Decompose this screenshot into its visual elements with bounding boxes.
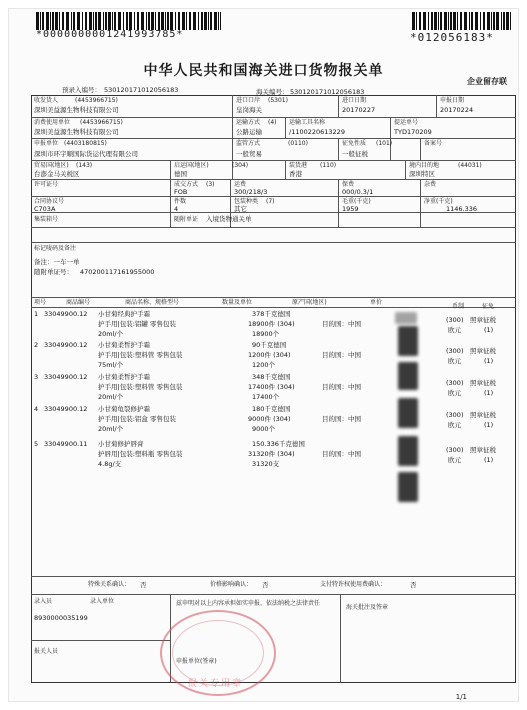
goods-name2: 护手用|包装:塑料管 零售包装 [98, 351, 183, 359]
barcode-right [412, 12, 512, 30]
package-label: 包装种类 [234, 198, 259, 205]
goods-name3: 75ml/个 [98, 361, 124, 369]
goods-levy1: 照章征税 [470, 411, 496, 419]
consumer-name: 深圳美益源生物科技有限公司 [34, 128, 119, 136]
goods-seq: 1 [34, 310, 39, 318]
goods-seq: 4 [34, 405, 39, 413]
broker-label: 报关人员 [34, 648, 59, 655]
goods-dest: 目的国：中国 [322, 320, 361, 328]
barcode-left-text: *0000000001241993785* [36, 29, 184, 40]
approval-label: 海关批注及签章 [346, 604, 389, 611]
insurance-value: 000/0.3/1 [342, 188, 374, 196]
record-label: 备案号 [424, 140, 443, 147]
bill-no: TYD170209 [394, 128, 432, 136]
customs-no: 530120171012056183 [290, 88, 365, 96]
package-value: 其它 [234, 205, 247, 213]
goods-levy1: 照章征税 [470, 446, 496, 454]
goods-levy1: 照章征税 [470, 379, 496, 387]
contract-label: 合同协议号 [34, 198, 65, 205]
goods-levy2: (1) [484, 456, 494, 464]
origin-country-label: 启运国(地区) [174, 162, 209, 169]
goods-q1: 90千克德国 [252, 341, 287, 349]
consignee-name: 深圳美益源生物科技有限公司 [34, 106, 119, 114]
tax-name: 一般征税 [342, 150, 368, 158]
origin-country: 德国 [174, 170, 187, 178]
domestic-dest-code: (44031) [458, 162, 482, 169]
goods-cur2: 欧元 [448, 389, 461, 397]
goods-code: 33049900.12 [44, 310, 88, 318]
license-label: 许可证号 [34, 181, 59, 188]
col-levy: 征免 [482, 303, 495, 310]
goods-q3: 9000个 [252, 425, 276, 433]
col-price: 单价 [370, 299, 383, 306]
col-seq: 项号 [34, 299, 47, 306]
net-weight: 1146.336 [446, 205, 478, 213]
goods-name2: 护手用|包装:塑料管 零售包装 [98, 383, 183, 391]
tax-code: (101) [376, 140, 393, 147]
goods-name1: 小甘菊修护唇膏 [98, 440, 144, 448]
goods-cur1: (300) [446, 379, 464, 387]
goods-q1: 180千克德国 [252, 405, 291, 413]
domestic-dest-label: 境内目的地 [409, 162, 440, 169]
consumer-label: 消费使用单位 [34, 119, 71, 126]
trade-country-code: (143) [76, 162, 93, 169]
contract-no: C703A [34, 205, 56, 213]
deal-label: 成交方式 [174, 181, 199, 188]
gross-label: 毛重(千克) [342, 198, 371, 205]
goods-dest: 目的国：中国 [322, 415, 361, 423]
barcode-left [36, 12, 221, 30]
origin-country-code: (304) [232, 162, 249, 169]
goods-cur2: 欧元 [448, 456, 461, 464]
goods-q1: 348千克德国 [252, 373, 291, 381]
tax-label: 征免性质 [342, 140, 367, 147]
price-label: 价格影响确认： [210, 581, 253, 588]
page-title: 中华人民共和国海关进口货物报关单 [143, 63, 384, 79]
domestic-dest: 深圳特区 [409, 170, 435, 178]
goods-code: 33049900.11 [44, 440, 88, 448]
goods-q3: 1200个 [252, 361, 276, 369]
supervision-name: 一般贸易 [236, 150, 262, 158]
page-number: 1/1 [455, 693, 467, 701]
goods-q2: 9000件 (304) [248, 415, 291, 423]
goods-q2: 31320件 (304) [248, 450, 295, 458]
goods-q3: 17400个 [252, 393, 280, 401]
declarant-code: (4403180815) [64, 140, 107, 147]
remark: 备注：一车一单 [34, 258, 80, 266]
goods-name1: 小甘菊柔皙护手霜 [98, 373, 150, 381]
consignee-code: (4453966715) [75, 97, 118, 104]
goods-q2: 17400件 (304) [248, 383, 295, 391]
goods-name2: 护手用|包装:铝盒 零售包装 [98, 415, 176, 423]
goods-q1: 378千克德国 [252, 310, 291, 318]
consumer-code: (4453966715) [80, 119, 123, 126]
barcode-right-text: *012056183* [410, 31, 494, 44]
declare-date-label: 申报日期 [440, 97, 465, 104]
port-name: 皇岗海关 [236, 106, 262, 114]
supervision-label: 监管方式 [236, 140, 261, 147]
goods-cur2: 欧元 [448, 357, 461, 365]
docs-value: 入境货物通关单 [206, 215, 252, 223]
entry-person-label: 录入员 [34, 598, 53, 605]
declare-date: 20170224 [440, 106, 474, 114]
goods-seq: 5 [34, 440, 39, 448]
col-origin: 原产国(地区) [292, 299, 327, 306]
gross-weight: 1959 [342, 205, 359, 213]
goods-cur1: (300) [446, 411, 464, 419]
special-label: 特殊关系确认： [88, 581, 131, 588]
transit-port: 香港 [289, 170, 302, 178]
entry-person-no: 8930000035199 [34, 614, 88, 622]
supervision-code: (0110) [288, 140, 308, 147]
goods-code: 33049900.12 [44, 373, 88, 381]
trade-country: 台澎金马关税区 [34, 170, 80, 178]
trade-country-label: 贸易国(地区) [34, 162, 69, 169]
goods-levy2: (1) [484, 421, 494, 429]
customs-no-label: 海关编号： [256, 88, 289, 96]
goods-q2: 18900件 (304) [248, 320, 295, 328]
goods-cur1: (300) [446, 347, 464, 355]
goods-name1: 小甘菊柔皙护手霜 [98, 341, 150, 349]
col-code: 商品编号 [66, 299, 91, 306]
misc-label: 杂费 [424, 181, 437, 188]
net-label: 净重(千克) [424, 198, 453, 205]
statement: 兹申明对以上内容承担如实申报、依法纳税之法律责任 [176, 600, 321, 607]
entry-unit-label: 录入单位 [90, 598, 115, 605]
docs-label: 随附单证 [174, 216, 199, 223]
import-date-label: 进口日期 [342, 97, 367, 104]
goods-name3: 20ml/个 [98, 425, 124, 433]
vehicle-name: /1100220613229 [289, 128, 345, 136]
declarant-label: 申报单位 [34, 140, 59, 147]
inspection-no: 470200117161955000 [80, 268, 155, 276]
deal-mode: FOB [174, 188, 188, 196]
inspection-label: 随附单证号： [34, 268, 73, 276]
goods-cur1: (300) [446, 316, 464, 324]
transport-name: 公路运输 [236, 128, 262, 136]
vehicle-label: 运输工具名称 [289, 119, 326, 126]
seal-text: 报关专用章 [188, 679, 244, 689]
pre-entry-no: 530120171012056183 [104, 86, 179, 94]
goods-name3: 20ml/个 [98, 393, 124, 401]
goods-levy1: 照章征税 [470, 316, 496, 324]
goods-cur1: (300) [446, 446, 464, 454]
goods-cur2: 欧元 [448, 326, 461, 334]
goods-levy2: (1) [484, 357, 494, 365]
deal-code: (3) [206, 181, 215, 188]
royalty-label: 支付特许权使用费确认： [320, 581, 387, 588]
container-label: 集装箱号 [34, 216, 59, 223]
port-label: 进口口岸 [236, 97, 261, 104]
transport-code: (4) [268, 119, 277, 126]
col-currency: 币制 [452, 303, 465, 310]
goods-q2: 1200件 (304) [248, 351, 291, 359]
freight-value: 300/218/3 [234, 188, 268, 196]
col-name: 商品名称、规格型号 [125, 299, 180, 306]
goods-cur2: 欧元 [448, 421, 461, 429]
special-value: 否 [140, 581, 147, 589]
col-qty: 数量及单位 [222, 299, 253, 306]
goods-q3: 18900个 [252, 330, 280, 338]
goods-dest: 目的国：中国 [322, 351, 361, 359]
goods-name1: 小甘菊经典护手霜 [98, 310, 150, 318]
declare-unit-label: 申报单位(签章) [176, 658, 217, 665]
transit-port-label: 装货港 [289, 162, 308, 169]
goods-code: 33049900.12 [44, 405, 88, 413]
goods-seq: 2 [34, 341, 39, 349]
goods-name3: 4.8g/支 [98, 460, 122, 468]
goods-name3: 20ml/个 [98, 330, 124, 338]
goods-levy2: (1) [484, 326, 494, 334]
transit-port-code: (110) [320, 162, 337, 169]
goods-dest: 目的国：中国 [322, 383, 361, 391]
goods-name2: 护唇用|包装:塑料瓶 零售包装 [98, 450, 183, 458]
insurance-label: 保费 [342, 181, 355, 188]
goods-dest: 目的国：中国 [322, 450, 361, 458]
goods-name1: 小甘菊龟裂修护霜 [98, 405, 150, 413]
import-date: 20170227 [342, 106, 376, 114]
port-code: (5301) [268, 97, 288, 104]
declarant-name: 深圳市环宇顺国际货运代理有限公司 [34, 150, 138, 158]
goods-code: 33049900.12 [44, 341, 88, 349]
goods-q1: 150.336千克德国 [252, 440, 305, 448]
goods-name2: 护手用|包装:铝罐 零售包装 [98, 320, 176, 328]
marks-label: 标记唛码及备注 [34, 245, 77, 252]
goods-seq: 3 [34, 373, 39, 381]
pre-entry-label: 预录入编号： [62, 86, 101, 94]
copy-type: 企业留存联 [467, 77, 507, 86]
price-value: 否 [262, 581, 269, 589]
transport-label: 运输方式 [236, 119, 261, 126]
royalty-value: 否 [410, 581, 417, 589]
goods-levy2: (1) [484, 389, 494, 397]
pieces-value: 4 [174, 205, 179, 213]
goods-levy1: 照章征税 [470, 347, 496, 355]
package-code: (7) [266, 198, 275, 205]
freight-label: 运费 [234, 181, 247, 188]
bill-label: 提运单号 [394, 119, 419, 126]
goods-q3: 31320支 [252, 460, 280, 468]
consignee-label: 收发货人 [34, 97, 59, 104]
pieces-label: 件数 [174, 198, 187, 205]
